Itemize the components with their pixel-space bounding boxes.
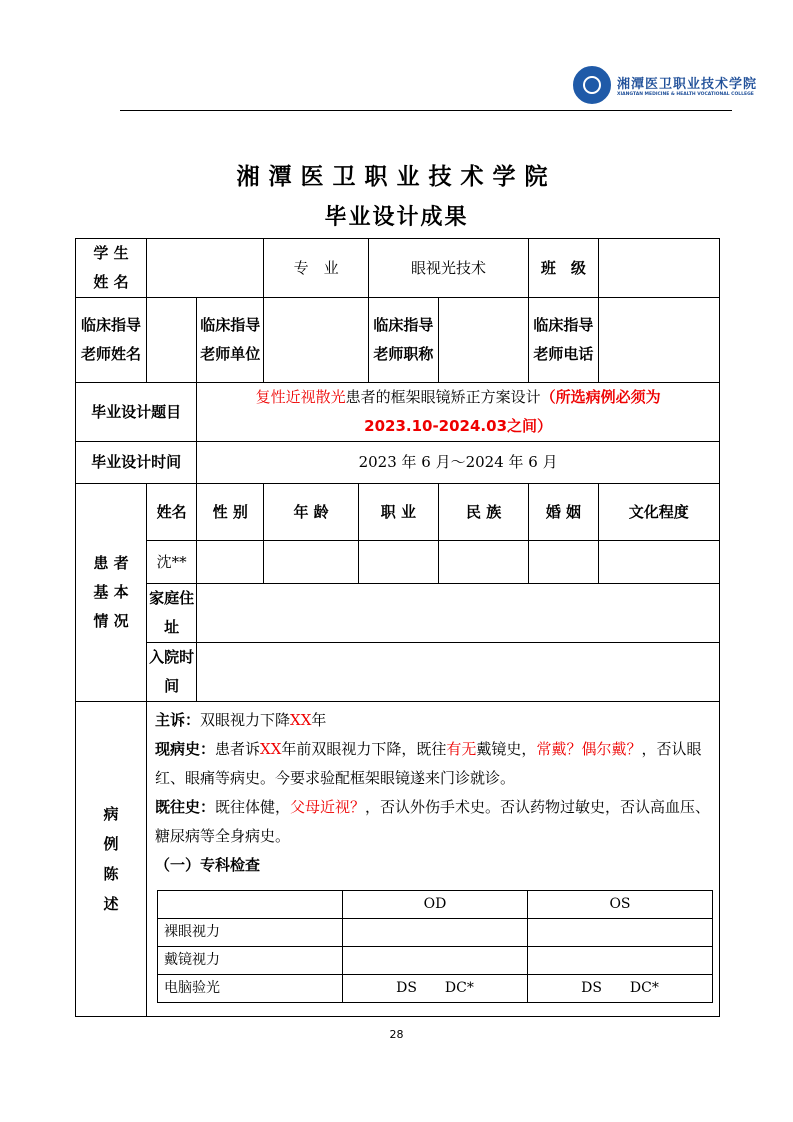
case-section-label: 病 例 陈 述 (76, 702, 147, 1017)
college-logo (573, 66, 757, 104)
admission-label: 入院时间 (147, 643, 197, 702)
logo-en: XIANGTAN MEDICINE & HEALTH VOCATIONAL COLLEGE (617, 92, 754, 97)
time-value: 2023 年 6 月～2024 年 6 月 (197, 442, 720, 484)
student-name-label: 学 生 姓 名 (76, 239, 147, 298)
college-seal-icon (573, 66, 611, 104)
patient-header-marital: 婚 姻 (529, 484, 598, 541)
patient-header-sex: 性 别 (197, 484, 264, 541)
patient-section-label: 患 者 基 本 情 况 (76, 484, 147, 702)
form-table (75, 238, 720, 1017)
exam-header-os: OS (528, 891, 713, 919)
patient-job-field[interactable] (358, 541, 438, 584)
exam-table (157, 890, 713, 1003)
teacher-name-field[interactable] (147, 298, 197, 383)
patient-name-value[interactable]: 沈** (147, 541, 197, 584)
past-history: 既往史：既往体健，父母近视？，否认外伤手术史。否认药物过敏史，否认高血压、糖尿病等全身病史。 (155, 798, 711, 845)
student-name-field[interactable] (147, 239, 264, 298)
time-label: 毕业设计时间 (76, 442, 197, 484)
topic-red-2: （所选病例必须为2023.10-2024.03之间） (364, 388, 661, 435)
teacher-unit-label: 临床指导老师单位 (197, 298, 264, 383)
table-row: 裸眼视力 (158, 919, 713, 947)
page-subtitle: 毕业设计成果 (324, 205, 469, 230)
patient-header-job: 职 业 (358, 484, 438, 541)
teacher-phone-label: 临床指导老师电话 (529, 298, 598, 383)
present-history: 现病史：患者诉XX年前双眼视力下降，既往有无戴镜史，常戴？偶尔戴？，否认眼红、眼痛等病史。今要求验配框架眼镜遂来门诊就诊。 (155, 740, 702, 787)
teacher-unit-field[interactable] (264, 298, 368, 383)
teacher-phone-field[interactable] (598, 298, 719, 383)
patient-header-age: 年 龄 (264, 484, 358, 541)
table-row: 电脑验光 DS DC* DS DC* (158, 975, 713, 1003)
patient-ethnic-field[interactable] (439, 541, 529, 584)
exam-header-blank (158, 891, 343, 919)
patient-sex-field[interactable] (197, 541, 264, 584)
patient-age-field[interactable] (264, 541, 358, 584)
page-title: 湘潭医卫职业技术学院 (236, 164, 557, 190)
patient-marital-field[interactable] (529, 541, 598, 584)
class-field[interactable] (598, 239, 719, 298)
topic-black: 患者的框架眼镜矫正方案设计 (345, 388, 541, 406)
topic-label: 毕业设计题目 (76, 383, 197, 442)
patient-header-name: 姓名 (147, 484, 197, 541)
patient-education-field[interactable] (598, 541, 719, 584)
case-content (147, 702, 720, 1017)
header-rule (120, 110, 732, 111)
address-field[interactable] (197, 584, 720, 643)
teacher-title-label: 临床指导老师职称 (368, 298, 438, 383)
exam-header-od: OD (343, 891, 528, 919)
chief-complaint: 主诉：双眼视力下降XX年 (155, 711, 327, 729)
topic-red-1: 复性近视散光 (255, 388, 346, 406)
admission-field[interactable] (197, 643, 720, 702)
teacher-title-field[interactable] (439, 298, 529, 383)
page-number: 28 (389, 1028, 404, 1041)
class-label: 班 级 (529, 239, 598, 298)
address-label: 家庭住址 (147, 584, 197, 643)
teacher-name-label: 临床指导老师姓名 (76, 298, 147, 383)
major-label: 专 业 (264, 239, 368, 298)
exam-heading: （一）专科检查 (155, 856, 261, 874)
logo-cn: 湘潭医卫职业技术学院 (617, 77, 758, 92)
patient-header-education: 文化程度 (598, 484, 719, 541)
table-row: 戴镜视力 (158, 947, 713, 975)
major-value: 眼视光技术 (368, 239, 529, 298)
patient-header-ethnic: 民 族 (439, 484, 529, 541)
topic-value (197, 383, 720, 442)
